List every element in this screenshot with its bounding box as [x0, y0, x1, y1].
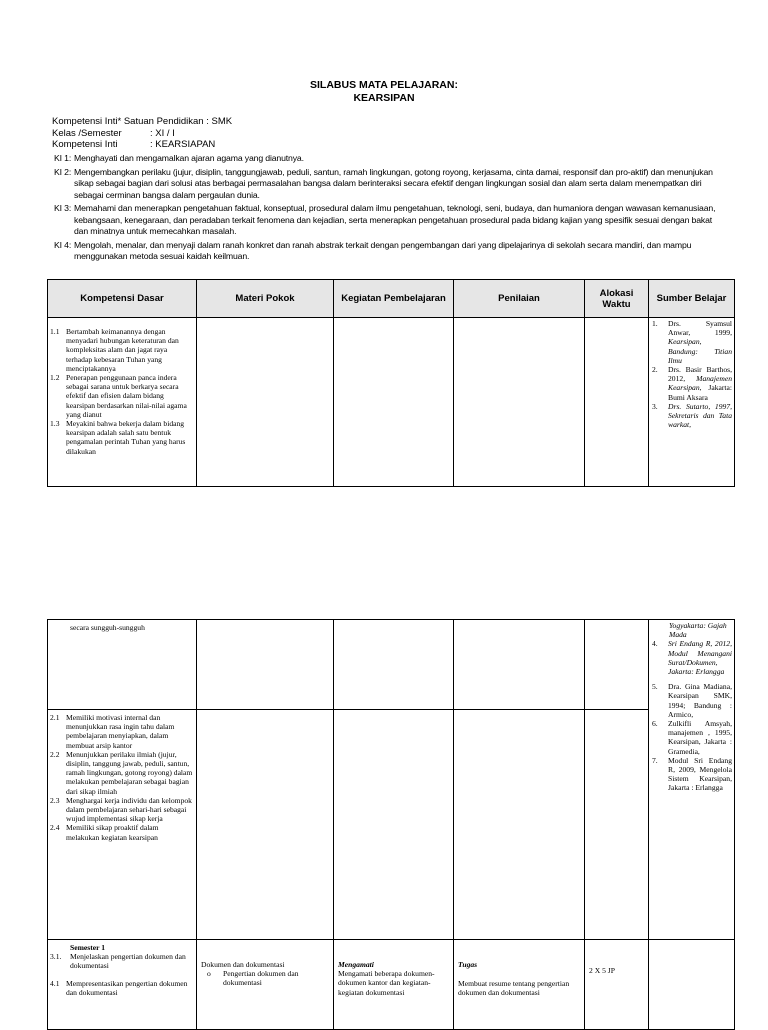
circle-bullet-icon: o [207, 969, 211, 979]
cell-penilaian [454, 710, 585, 940]
kd-item [50, 750, 193, 796]
kd-text: Mempresentasikan pengertian dokumen dan dokumentasi [66, 978, 188, 997]
syllabus-table-page-1 [47, 279, 735, 487]
header-penilaian: Penilaian [454, 280, 585, 318]
ki-item-label: KI 4: [54, 239, 72, 250]
header-kegiatan-pembelajaran: Kegiatan Pembelajaran [334, 280, 454, 318]
cell-kegiatan [334, 620, 454, 710]
source-number: 5. [652, 682, 658, 692]
source-text: Modul Sri Endang R, 2009, Mengelola Sistem Kearsipan, Jakarta : Erlangga [668, 755, 732, 793]
kd-continued: secara sungguh-sungguh [70, 623, 145, 632]
header-alokasi-waktu: Alokasi Waktu [585, 280, 649, 318]
source-number: 3. [652, 401, 658, 411]
cell-materi-pokok [197, 318, 334, 487]
kd-item [50, 952, 193, 970]
satuan-value: : SMK [206, 116, 233, 127]
kd-number: 2.2 [50, 749, 60, 759]
kd-item [50, 713, 193, 750]
alokasi-value: 2 X 5 JP [589, 966, 615, 975]
cell-kompetensi-dasar [48, 318, 197, 487]
title-line-2: KEARSIPAN [353, 92, 415, 104]
kd-text: Memiliki sikap proaktif dalam melakukan kegiatan kearsipan [66, 823, 159, 842]
source-item [650, 319, 732, 365]
ki-item-label: KI 1: [54, 153, 72, 163]
kd-number: 2.1 [50, 713, 60, 722]
source-number: 6. [652, 719, 658, 729]
source-number: 2. [652, 365, 658, 375]
kd-number: 2.4 [50, 823, 60, 833]
table-row [48, 318, 735, 487]
header-kompetensi-dasar: Kompetensi Dasar [48, 280, 197, 318]
cell-penilaian [454, 620, 585, 710]
cell-kegiatan [334, 940, 454, 1030]
cell-alokasi [585, 940, 649, 1030]
kelas-value: : XI / I [150, 127, 175, 139]
source-title: Manajemen Kearsipan, [668, 374, 732, 393]
ki-label: Kompetensi Inti [52, 139, 118, 150]
kd-item [50, 327, 193, 373]
kd-item [50, 373, 193, 419]
source-item [650, 639, 732, 676]
kd-item [50, 979, 193, 997]
kd-item [50, 419, 193, 456]
source-item [650, 719, 732, 756]
cell-materi-pokok [197, 940, 334, 1030]
header-materi-pokok: Materi Pokok [197, 280, 334, 318]
kd-number: 1.3 [50, 419, 60, 429]
cell-sumber-belajar [649, 318, 735, 487]
ki-item-label: KI 3: [54, 203, 72, 213]
penilaian-heading: Tugas [458, 960, 478, 969]
table-header-row [48, 280, 735, 318]
ki-item [54, 240, 724, 263]
source-item [650, 402, 732, 430]
cell-sumber-belajar [649, 940, 735, 1030]
syllabus-table-page-2 [47, 619, 735, 1030]
kegiatan-text: Mengamati beberapa dokumen-dokumen kantor dan kegiatan-kegiatan dokumentasi [338, 969, 435, 997]
cell-penilaian [454, 940, 585, 1030]
cell-alokasi [585, 710, 649, 940]
ki-item-text: Memahami dan menerapkan pengetahuan faktual, konseptual, prosedural dalam ilmu pengetahuan, teknologi, seni, budaya, dan humaniora dengan wawasan kemanusiaan, kebangsaan, kenegaraan, dan peradaban terkait fenomena dan kejadian, serta menerapkan pengetahuan prosedural pada bidang kajian yang spesifik sesuai dengan bakat dan minatnya untuk memecahkan masalah. [74, 203, 716, 236]
semester-label: Semester 1 [70, 943, 106, 952]
header-info [52, 116, 232, 151]
source-title: Kearsipan, Bandung: Titian Ilmu [668, 337, 732, 365]
table-row [48, 940, 735, 1030]
source-item [650, 365, 732, 402]
cell-alokasi [585, 318, 649, 487]
kd-text: Penerapan penggunaan panca indera sebagai sarana untuk berkarya secara efektif dan efisien dalam bidang kearsipan berdasarkan nilai-nilai agama yang dianut [66, 373, 187, 419]
source-title: Drs. Sutarto, 1997, Sekretaris dan Tata warkat, [668, 401, 732, 430]
kd-text: Menghargai kerja individu dan kelompok dalam pembelajaran sehari-hari sebagai wujud implementasi sikap kerja [66, 795, 192, 824]
cell-materi-pokok [197, 710, 334, 940]
kd-number: 1.2 [50, 373, 60, 383]
source-publisher: Jakarta: Bumi Aksara [668, 383, 732, 402]
ki-item [54, 167, 724, 202]
source-text: Zulkifli Amsyah, manajemen , 1995, Kearsipan, Jakarta : Gramedia, [668, 719, 732, 756]
ki-item [54, 153, 724, 165]
kd-item [50, 796, 193, 824]
header-row-satuan [52, 116, 232, 128]
materi-subitem-text: Pengertian dokumen dan dokumentasi [223, 969, 299, 988]
cell-kompetensi-dasar [48, 620, 197, 710]
cell-kegiatan [334, 710, 454, 940]
cell-kegiatan [334, 318, 454, 487]
kd-text: Meyakini bahwa bekerja dalam bidang kearsipan adalah salah satu bentuk pengamalan perintah Tuhan yang harus dilakukan [66, 419, 186, 456]
satuan-label: Satuan Pendidikan [123, 116, 204, 127]
ki-item [54, 203, 724, 238]
kd-text: Menjelaskan pengertian dokumen dan dokumentasi [70, 952, 186, 971]
cell-alokasi [585, 620, 649, 710]
source-number: 1. [652, 319, 658, 328]
header-row-kelas [52, 128, 232, 140]
table-row [48, 620, 735, 710]
title-line-1: SILABUS MATA PELAJARAN: [310, 79, 458, 91]
kd-number: 3.1. [50, 952, 62, 962]
ki-item-text: Mengembangkan perilaku (jujur, disiplin, tanggungjawab, peduli, santun, ramah lingkungan, gotong royong, kerjasama, cinta damai, responsif dan pro-aktif) dan menunjukan sikap sebagai bagian dari solusi atas berbagai permasalahan bangsa dalam berinteraksi secara efektif dengan lingkungan sosial dan alam serta dalam menempatkan diri sebagai cerminan bangsa dalam pergaulan dunia. [74, 166, 713, 200]
ki-item-text: Menghayati dan mengamalkan ajaran agama yang dianutnya. [74, 153, 304, 163]
source-title: Sri Endang R, 2012, Modul Menangani Surat/Dokumen, Jakarta: Erlangga [668, 639, 732, 677]
materi-title: Dokumen dan dokumentasi [201, 960, 285, 969]
kd-text: Menunjukkan perilaku ilmiah (jujur, disiplin, tanggung jawab, peduli, santun, ramah lingkungan, gotong royong) dalam melakukan pembelajaran sebagai bagian dari sikap ilmiah [66, 749, 193, 796]
kd-text: Bertambah keimanannya dengan menyadari hubungan keteraturan dan kompleksitas alam dan jagat raya terhadap kebesaran Tuhan yang menciptakannya [66, 327, 179, 373]
cell-sumber-belajar [649, 620, 735, 940]
kd-number: 2.3 [50, 795, 60, 805]
ki-list [54, 153, 724, 263]
source-continued: Yogyakarta: Gajah Mada [669, 621, 727, 640]
source-item [650, 682, 732, 719]
cell-materi-pokok [197, 620, 334, 710]
kd-number: 4.1 [50, 978, 60, 988]
header-sumber-belajar: Sumber Belajar [649, 280, 735, 318]
source-number: 4. [652, 639, 658, 649]
kd-number: 1.1 [50, 327, 60, 336]
kd-text: Memiliki motivasi internal dan menunjukkan rasa ingin tahu dalam pembelajaran menyiapkan, dalam membuat arsip kantor [66, 713, 175, 750]
kegiatan-heading: Mengamati [338, 960, 374, 969]
ki-value: : KEARSIAPAN [150, 139, 216, 150]
cell-penilaian [454, 318, 585, 487]
ki-item-text: Mengolah, menalar, dan menyaji dalam ranah konkret dan ranah abstrak terkait dengan pengembangan dari yang dipelajarinya di sekolah secara mandiri, dan mampu menggunakan metoda sesuai kaidah keilmuan. [74, 239, 692, 261]
kelas-label: Kelas /Semester [52, 127, 122, 139]
source-item [650, 756, 732, 793]
source-number: 7. [652, 755, 658, 765]
kompetensi-label: Kompetensi Inti* [52, 116, 122, 127]
cell-kompetensi-dasar [48, 710, 197, 940]
ki-item-label: KI 2: [54, 166, 72, 177]
source-text: Dra. Gina Madiana, Kearsipan SMK, 1994; Bandung : Armico, [668, 682, 732, 719]
source-text: Drs. Basir Barthos, 2012, [668, 365, 732, 384]
source-text: Drs. Syamsul Anwar, 1999, [668, 319, 732, 338]
materi-subitem [207, 969, 329, 987]
header-row-ki [52, 139, 232, 151]
table-row [48, 710, 735, 940]
document-title [0, 79, 768, 105]
kd-item [50, 823, 193, 841]
cell-kompetensi-dasar [48, 940, 197, 1030]
penilaian-text: Membuat resume tentang pengertian dokumen dan dokumentasi [458, 979, 570, 998]
